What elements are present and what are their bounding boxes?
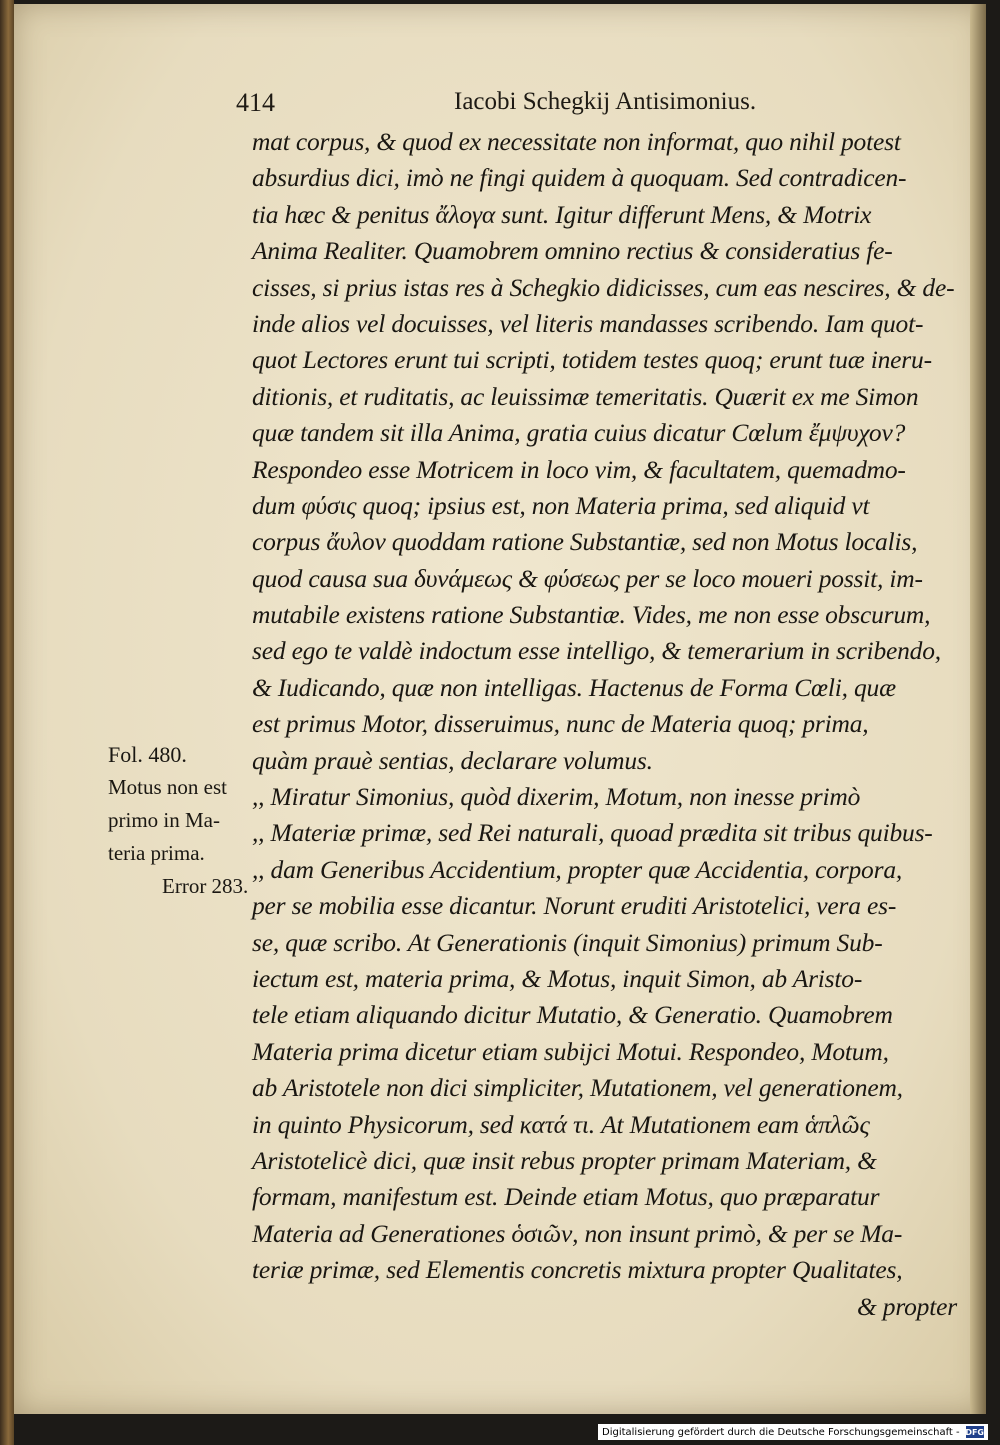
text-line: dum φύσις quoq; ipsius est, non Materia prima, sed aliquid vt [252,490,870,520]
text-line: quot Lectores erunt tui scripti, totidem testes quoq; erunt tuæ ineru- [252,345,932,375]
dfg-logo-icon: DFG [965,1427,984,1437]
text-line: cisses, si prius istas res à Schegkio didicisses, cum eas nescires, & de- [252,272,955,302]
text-line: tia hæc & penitus ἄλογα sunt. Igitur differunt Mens, & Motrix [252,199,872,229]
text-line: quàm prauè sentias, declarare volumus. [252,745,653,775]
page-edge [970,4,986,1414]
digitization-footer [598,1424,988,1440]
text-line: ,, dam Generibus Accidentium, propter quæ Accidentia, corpora, [252,854,903,884]
text-line: ab Aristotele non dici simpliciter, Mutationem, vel generationem, [252,1073,903,1103]
text-line: & Iudicando, quæ non intelligas. Hactenus de Forma Cœli, quæ [252,672,896,702]
text-line: Anima Realiter. Quamobrem omnino rectius & consideratius fe- [252,236,893,266]
margin-note-error: Error 283. [162,874,249,898]
text-line: teriæ primæ, sed Elementis concretis mixtura propter Qualitates, [252,1255,903,1285]
marginal-notes [108,738,268,903]
text-line: quæ tandem sit illa Anima, gratia cuius dicatur Cœlum ἔμψυχον? [252,418,906,448]
text-line: Aristotelicè dici, quæ insit rebus propter primam Materiam, & [252,1145,877,1175]
text-line: iectum est, materia prima, & Motus, inquit Simon, ab Aristo- [252,963,863,993]
margin-note: teria prima. [108,841,205,865]
margin-note-folio: Fol. 480. [108,742,187,767]
text-line: tele etiam aliquando dicitur Mutatio, & Generatio. Quamobrem [252,1000,893,1030]
text-line: ditionis, et ruditatis, ac leuissimæ temeritatis. Quærit ex me Simon [252,381,919,411]
margin-note: primo in Ma- [108,808,220,832]
text-line: per se mobilia esse dicantur. Norunt eruditi Aristotelici, vera es- [252,891,897,921]
text-line: absurdius dici, imò ne fingi quidem à quoquam. Sed contradicen- [252,163,907,193]
main-text [252,124,972,1325]
page-number: 414 [236,88,275,117]
text-line: corpus ἄυλον quoddam ratione Substantiæ, sed non Motus localis, [252,527,918,557]
text-line: ,, Materiæ primæ, sed Rei naturali, quoad prædita sit tribus quibus- [252,818,933,848]
text-line: est primus Motor, disseruimus, nunc de Materia quoq; prima, [252,709,869,739]
text-line: inde alios vel docuisses, vel literis mandasses scribendo. Iam quot- [252,308,924,338]
text-line: sed ego te valdè indoctum esse intelligo, & temerarium in scribendo, [252,636,941,666]
page-header [236,88,796,122]
text-line: in quinto Physicorum, sed κατά τι. At Mutationem eam ἁπλῶς [252,1109,870,1139]
text-line: se, quæ scribo. At Generationis (inquit Simonius) primum Sub- [252,927,883,957]
text-line: formam, manifestum est. Deinde etiam Motus, quo præparatur [252,1182,880,1212]
text-line: Respondeo esse Motricem in loco vim, & facultatem, quemadmo- [252,454,906,484]
text-line: mutabile existens ratione Substantiæ. Vides, me non esse obscurum, [252,600,931,630]
text-line: ,, Miratur Simonius, quòd dixerim, Motum, non inesse primò [252,782,861,812]
book-spine [0,0,14,1445]
text-line: quod causa sua δυνάμεως & φύσεως per se loco moueri possit, im- [252,563,923,593]
text-line: mat corpus, & quod ex necessitate non informat, quo nihil potest [252,127,901,156]
running-title: Iacobi Schegkij Antisimonius. [454,88,757,115]
text-line: & propter [857,1291,957,1321]
text-line: Materia prima dicetur etiam subijci Motui. Respondeo, Motum, [252,1036,889,1066]
footer-credit: Digitalisierung gefördert durch die Deutsche Forschungsgemeinschaft - [602,1426,960,1438]
text-line: Materia ad Generationes ὁσιῶν, non insunt primò, & per se Ma- [252,1218,903,1248]
margin-note: Motus non est [108,775,228,799]
